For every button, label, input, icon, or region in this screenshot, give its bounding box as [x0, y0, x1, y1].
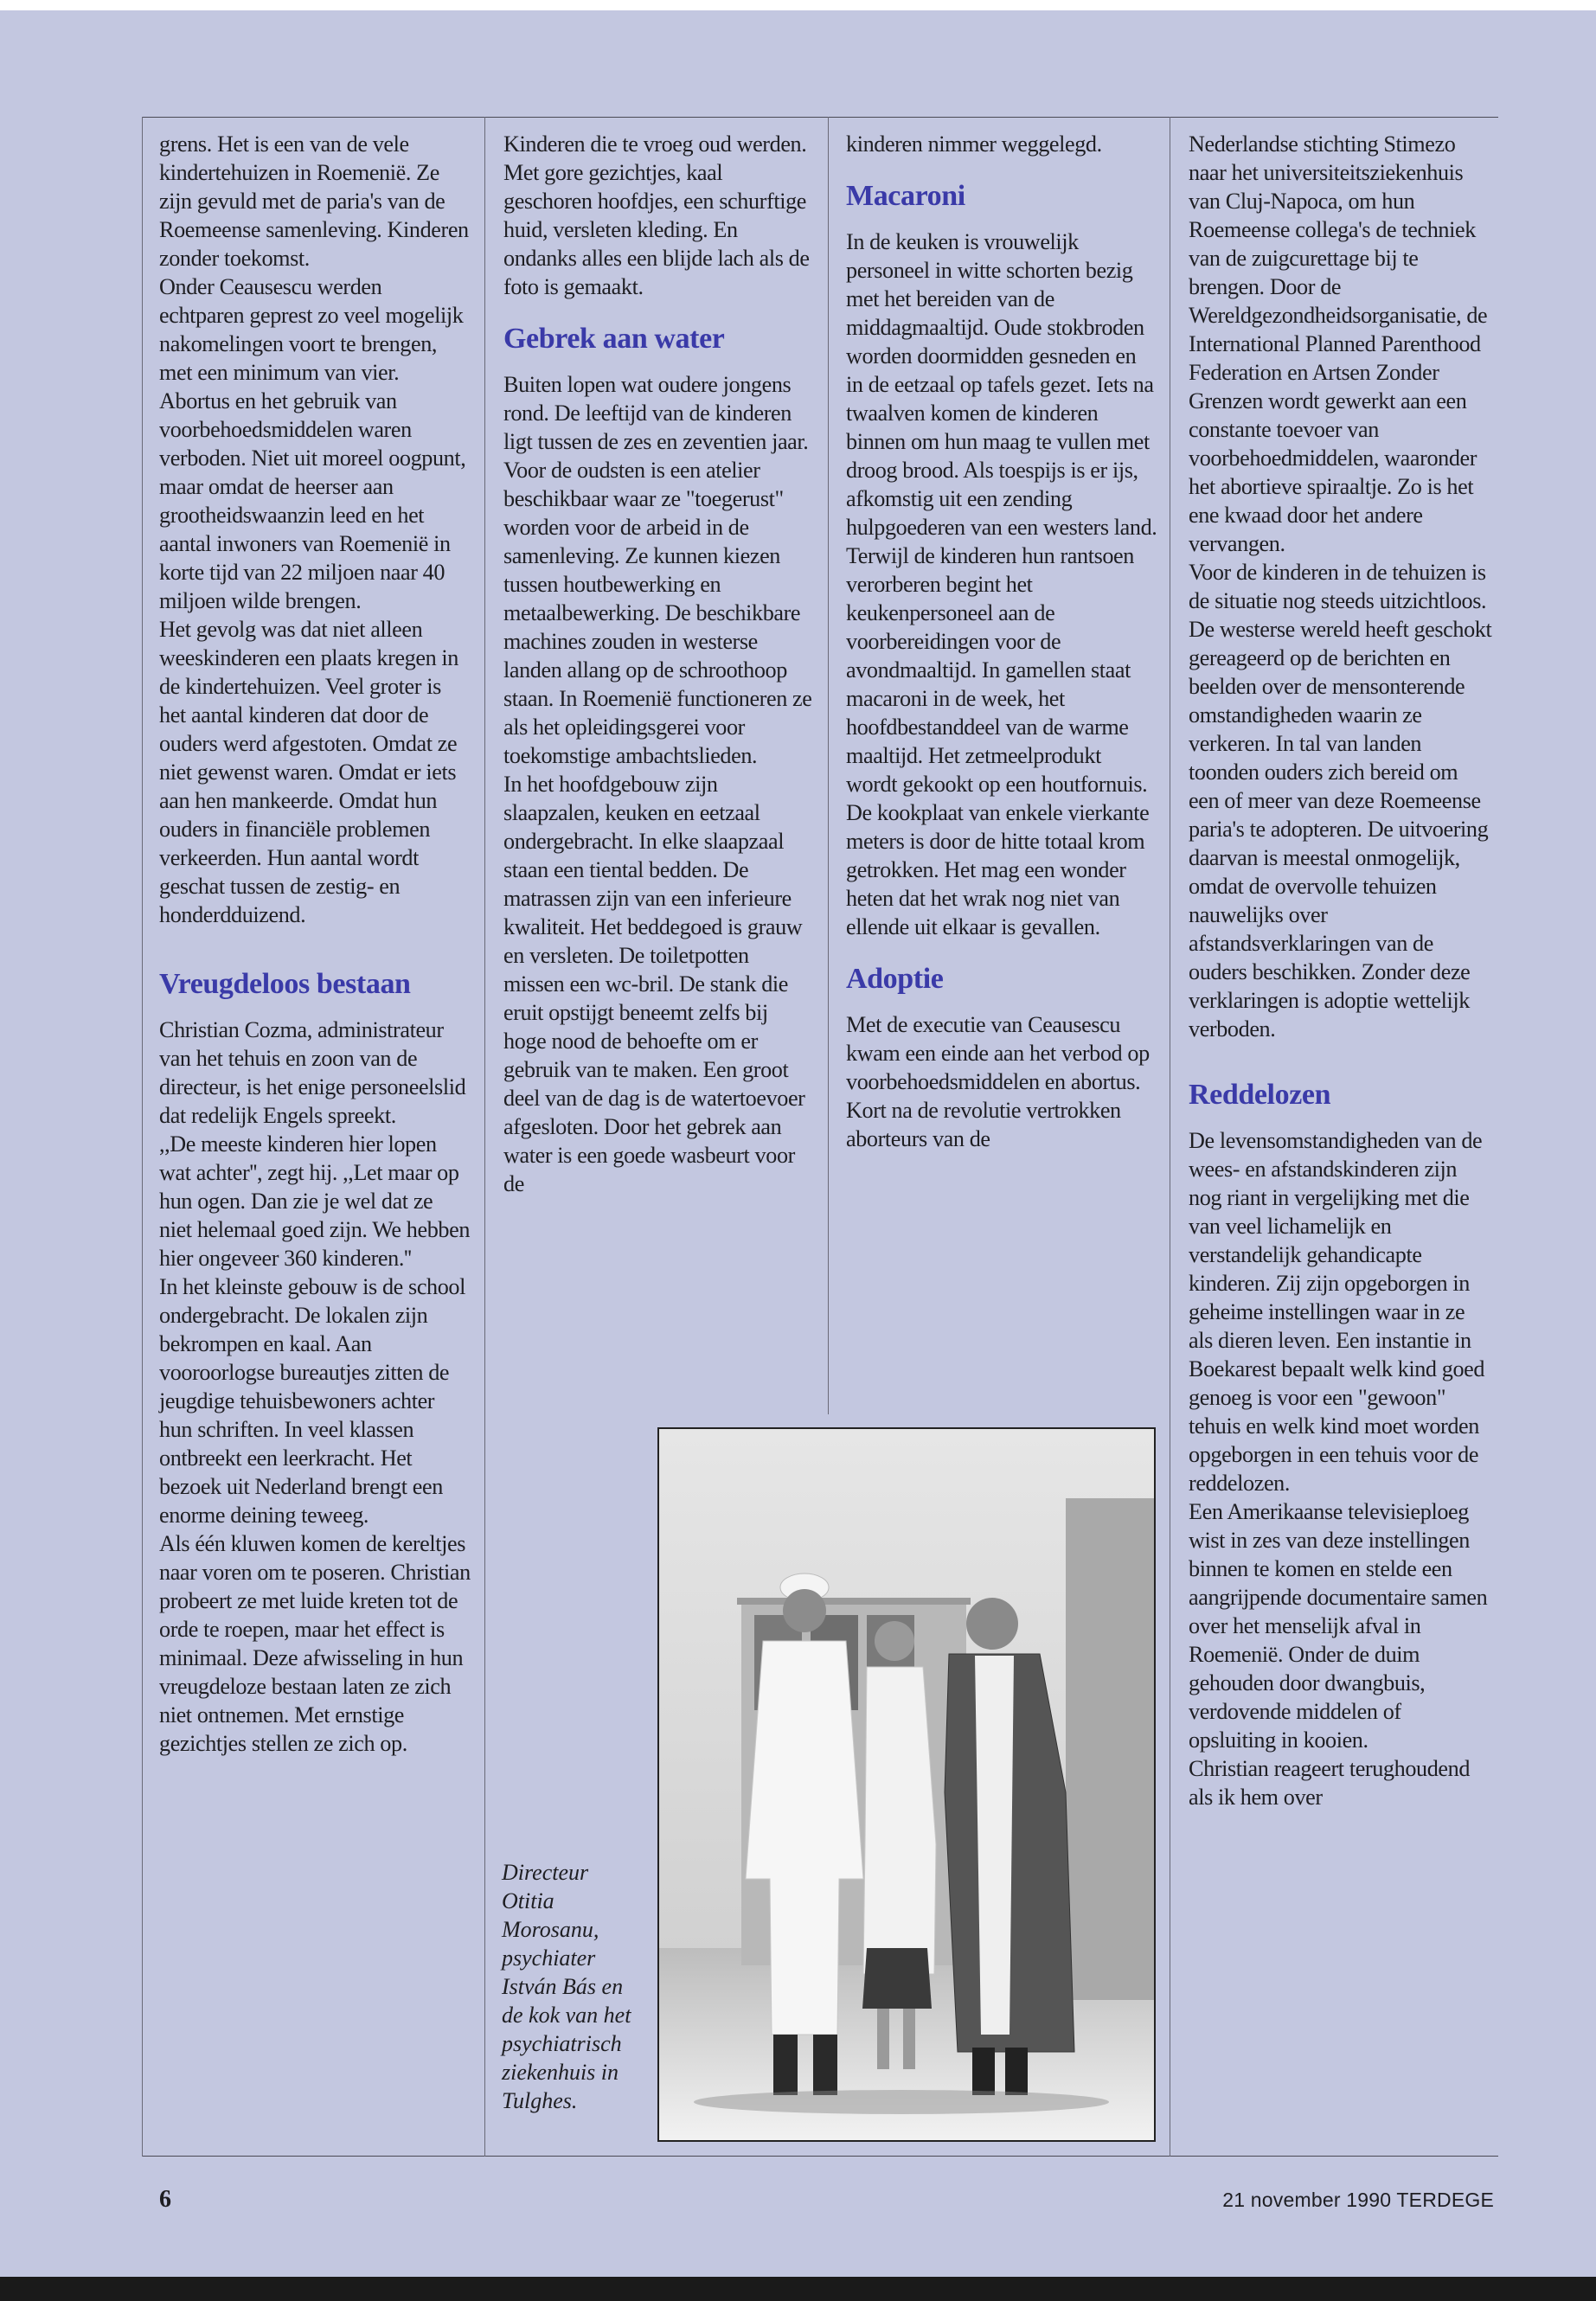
article-column-3	[846, 130, 1157, 1153]
photo-woman-head	[875, 1621, 914, 1661]
paragraph: Als één kluwen komen de kereltjes naar voren om te poseren. Christian probeert ze met luide kreten tot de orde te roepen, maar het effect is minimaal. Deze afwisseling in hun vreugdeloze bestaan laten ze zich niet ontnemen. Met ernstige gezichtjes stellen ze zich op.	[159, 1531, 471, 1756]
photo-cook-legs	[773, 2035, 798, 2095]
page-number: 6	[159, 2186, 171, 2213]
paragraph: Buiten lopen wat oudere jongens rond. De leeftijd van de kinderen ligt tussen de zes en zeventien jaar. Voor de oudsten is een atelier beschikbaar waar ze "toegerust" worden voor de arbeid in de samenleving. Ze kunnen kiezen tussen houtbewerking en metaalbewerking. De beschikbare machines zouden in westerse landen allang op de schroothoop staan. In Roemenië functioneren ze als het opleidingsgerei voor toekomstige ambachtslieden.	[503, 372, 812, 768]
paragraph: Nederlandse stichting Stimezo naar het universiteitsziekenhuis van Cluj-Napoca, om hun Roemeense collega's de techniek van de zuigcurettage bij te brengen. Door de Wereldgezondheidsorganisatie, de International Planned Parenthood Federation en Artsen Zonder Grenzen wordt gewerkt aan een constante toevoer van voorbehoedmiddelen, waaronder het abortieve spiraaltje. Zo is het ene kwaad door het andere vervangen.	[1189, 131, 1488, 556]
paragraph: Christian reageert terughoudend als ik hem over	[1189, 1756, 1471, 1810]
photo-wall-edge	[1066, 1498, 1154, 2000]
photo-illustration	[659, 1429, 1154, 2140]
bottom-rule	[142, 2156, 1498, 2157]
paragraph: Met de executie van Ceausescu kwam een einde aan het verbod op voorbehoedsmiddelen en abortus. Kort na de revolutie vertrokken aborteurs van de	[846, 1012, 1150, 1151]
photo-caption: Directeur Otitia Morosanu, psychiater István Bás en de kok van het psychiatrisch ziekenhuis in Tulghes.	[502, 1860, 631, 2113]
photo-woman-legs	[903, 2009, 915, 2069]
paragraph: grens. Het is een van de vele kindertehuizen in Roemenië. Ze zijn gevuld met de paria's van de Roemeense samenleving. Kinderen zonder toekomst.	[159, 131, 469, 271]
paragraph: Christian Cozma, administrateur van het tehuis en zoon van de directeur, is het enige personeelslid dat redelijk Engels spreekt.	[159, 1017, 466, 1128]
section-heading: Vreugdeloos bestaan	[159, 968, 411, 1000]
paragraph: kinderen nimmer weggelegd.	[846, 131, 1102, 157]
section-heading: Gebrek aan water	[503, 323, 725, 355]
column-divider-1	[484, 117, 485, 2157]
photo-woman-legs	[877, 2009, 889, 2069]
photo-ground-shadow	[694, 2090, 1109, 2114]
paragraph: Een Amerikaanse televisieploeg wist in zes van deze instellingen binnen te komen en stelde een aangrijpende documentaire samen over het menselijk afval in Roemenië. Onder de duim gehouden door dwangbuis, verdovende middelen of opsluiting in kooien.	[1189, 1499, 1488, 1753]
issue-date: 21 november 1990 TERDEGE	[1222, 2189, 1494, 2211]
photo-woman-coat	[863, 1667, 936, 1974]
photo-cook-head	[783, 1589, 826, 1632]
paragraph: Terwijl de kinderen hun rantsoen verorberen begint het keukenpersoneel aan de voorbereidingen voor de avondmaaltijd. In gamellen staat macaroni in de week, het hoofdbestanddeel van de warme maaltijd. Het zetmeelprodukt wordt gekookt op een houtfornuis. De kookplaat van enkele vierkante meters is door de hitte totaal krom getrokken. Het mag een wonder heten dat het wrak nog niet van ellende uit elkaar is gevallen.	[846, 543, 1150, 939]
article-column-4	[1189, 130, 1493, 1811]
photo-psychiatrist-legs	[1005, 2048, 1028, 2095]
photo-psychiatrist-legs	[972, 2048, 995, 2095]
photo-staff-portrait	[657, 1427, 1156, 2142]
paragraph: In het hoofdgebouw zijn slaapzalen, keuken en eetzaal ondergebracht. In elke slaapzaal staan een tiental bedden. De matrassen zijn van een inferieure kwaliteit. Het beddegoed is grauw en versleten. De toiletpotten missen een wc-bril. De stank die eruit opstijgt beneemt zelfs bij hoge nood de behoefte om er gebruik van te maken. Een groot deel van de dag is de watertoevoer afgesloten. Door het gebrek aan water is een goede wasbeurt voor de	[503, 772, 805, 1196]
paragraph: In de keuken is vrouwelijk personeel in witte schorten bezig met het bereiden van de middagmaaltijd. Oude stokbroden worden doormidden gesneden en in de eetzaal op tafels gezet. Iets na twaalven komen de kinderen binnen om hun maag te vullen met droog brood. Als toespijs is er ijs, afkomstig uit een zending hulpgoederen van een westers land.	[846, 229, 1157, 540]
section-heading: Adoptie	[846, 963, 944, 995]
article-column-2	[503, 130, 815, 1198]
section-heading: Reddelozen	[1189, 1079, 1331, 1111]
paragraph: Voor de kinderen in de tehuizen is de situatie nog steeds uitzichtloos. De westerse wereld heeft geschokt gereageerd op de berichten en beelden over de mensonterende omstandigheden waarin ze verkeren. In tal van landen toonden ouders zich bereid om een of meer van deze Roemeense paria's te adopteren. De uitvoering daarvan is meestal onmogelijk, omdat de overvolle tehuizen nauwelijks over afstandsverklaringen van de ouders beschikken. Zonder deze verklaringen is adoptie wettelijk verboden.	[1189, 560, 1492, 1042]
photo-cook-legs	[813, 2035, 837, 2095]
paragraph: Onder Ceausescu werden echtparen geprest zo veel mogelijk nakomelingen voort te brengen, met een minimum van vier. Abortus en het gebruik van voorbehoedsmiddelen waren verboden. Niet uit moreel oogpunt, maar omdat de heerser aan grootheidswaanzin leed en het aantal inwoners van Roemenië in korte tijd van 22 miljoen naar 40 miljoen wilde brengen.	[159, 274, 466, 613]
paragraph: Het gevolg was dat niet alleen weeskinderen een plaats kregen in de kindertehuizen. Veel groter is het aantal kinderen dat door de ouders werd afgestoten. Omdat ze niet gewenst waren. Omdat er iets aan hen mankeerde. Omdat hun ouders in financiële problemen verkeerden. Hun aantal wordt geschat tussen de zestig- en honderdduizend.	[159, 617, 458, 927]
paragraph: In het kleinste gebouw is de school ondergebracht. De lokalen zijn bekrompen en kaal. Aan vooroorlogse bureautjes zitten de jeugdige tehuisbewoners achter hun schriften. In veel klassen ontbreekt een leerkracht. Het bezoek uit Nederland brengt een enorme deining teweeg.	[159, 1274, 466, 1528]
photo-psychiatrist-shirt	[975, 1656, 1014, 2035]
scan-edge	[0, 2277, 1596, 2301]
top-rule	[142, 117, 1498, 118]
paragraph: Kinderen die te vroeg oud werden. Met gore gezichtjes, kaal geschoren hoofdjes, een schurftige huid, versleten kleding. En ondanks alles een blijde lach als de foto is gemaakt.	[503, 131, 810, 299]
article-column-1	[159, 130, 471, 1758]
column-divider-2	[828, 117, 829, 1414]
photo-psychiatrist-head	[966, 1598, 1018, 1650]
photo-woman-skirt	[862, 1948, 932, 2009]
left-rule	[142, 117, 143, 2157]
section-heading: Macaroni	[846, 180, 965, 212]
photo-door-frame	[737, 1598, 971, 1605]
paragraph: De levensomstandigheden van de wees- en afstandskinderen zijn nog riant in vergelijking met die van veel lichamelijk en verstandelijk gehandicapte kinderen. Zij zijn opgeborgen in geheime instellingen waar in ze als dieren leven. Een instantie in Boekarest bepaalt welk kind goed genoeg is voor een "gewoon" tehuis en welk kind moet worden opgeborgen in een tehuis voor de reddelozen.	[1189, 1128, 1485, 1496]
quote-paragraph: ,,De meeste kinderen hier lopen wat achter'', zegt hij. ,,Let maar op hun ogen. Dan zie je wel dat ze niet helemaal goed zijn. We hebben hier ongeveer 360 kinderen.''	[159, 1131, 471, 1271]
